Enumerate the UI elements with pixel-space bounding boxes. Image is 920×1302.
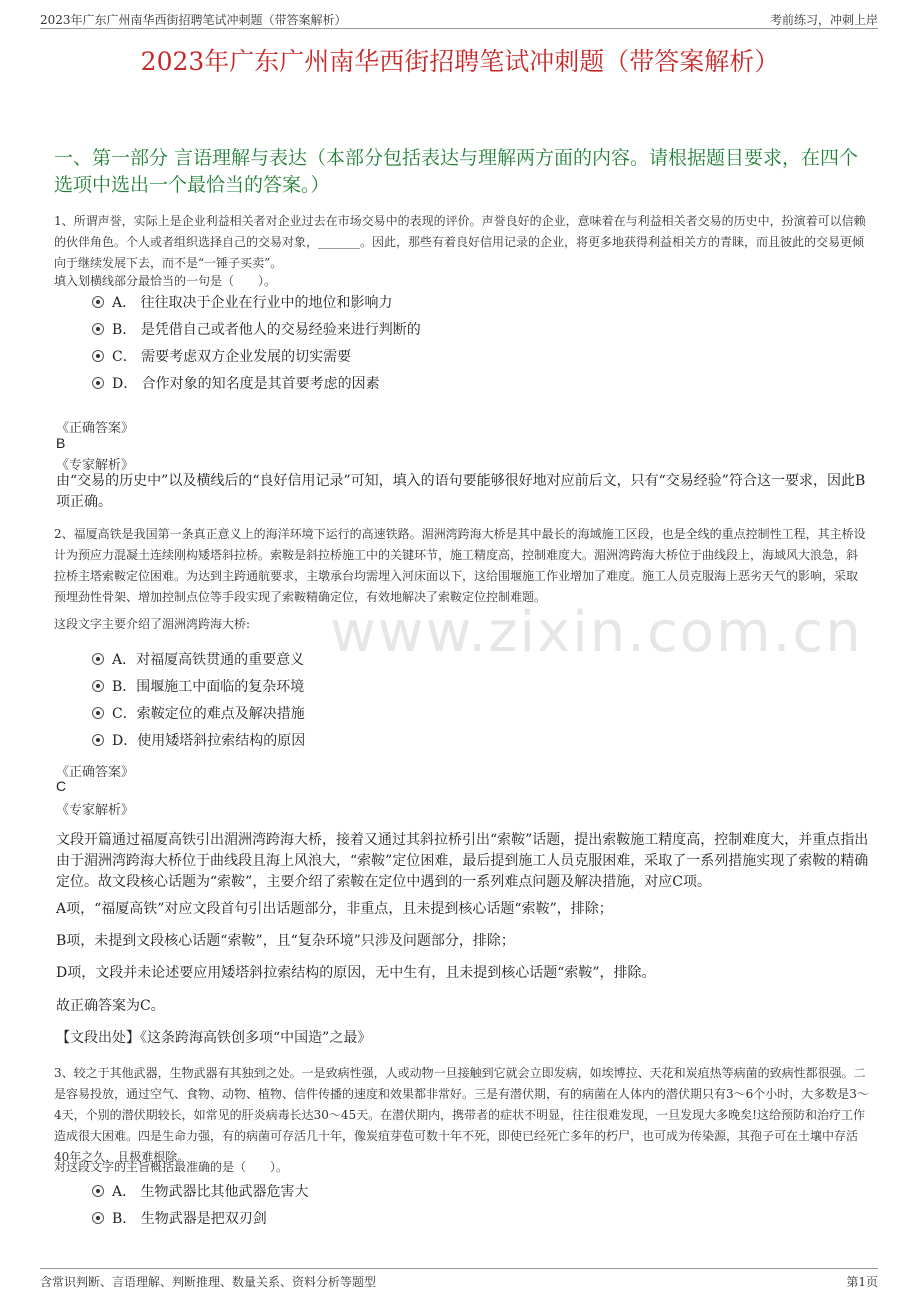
q2-analysis-d: D项，文段并未论述要应用矮塔斜拉索结构的原因，无中生有，且未提到核心话题“索鞍”，排除。: [56, 965, 656, 981]
radio-icon[interactable]: [92, 323, 104, 335]
watermark: www.zixin.com.cn: [330, 600, 863, 665]
header-right: 考前练习，冲刺上岸: [769, 13, 878, 27]
page-title: 2023年广东广州南华西街招聘笔试冲刺题（带答案解析）: [140, 47, 780, 76]
q3-prompt: 对这段文字的主旨概括最准确的是（ ）。: [54, 1160, 289, 1174]
radio-icon[interactable]: [92, 296, 104, 308]
radio-icon[interactable]: [92, 734, 104, 746]
footer-left: 含常识判断、言语理解、判断推理、数量关系、资料分析等题型: [40, 1275, 377, 1289]
q1-answer: B: [56, 435, 66, 451]
q1-option-b[interactable]: B． 是凭借自己或者他人的交易经验来进行判断的: [92, 319, 421, 341]
q1-analysis-label: 《专家解析》: [56, 458, 135, 473]
q2-prompt: 这段文字主要介绍了湄洲湾跨海大桥:: [54, 617, 251, 631]
page-header: [40, 8, 878, 29]
radio-icon[interactable]: [92, 1185, 104, 1197]
header-left: 2023年广东广州南华西街招聘笔试冲刺题（带答案解析）: [40, 13, 347, 27]
q1-option-c[interactable]: C． 需要考虑双方企业发展的切实需要: [92, 346, 351, 368]
q2-analysis-b: B项，未提到文段核心话题“索鞍”，且“复杂环境”只涉及问题部分，排除；: [56, 933, 515, 949]
q2-option-b[interactable]: B．围堰施工中面临的复杂环境: [92, 676, 304, 698]
page-footer: [40, 1268, 878, 1291]
radio-icon[interactable]: [92, 653, 104, 665]
q2-analysis-a: A项，“福厦高铁”对应文段首句引出话题部分，非重点，且未提到核心话题“索鞍”，排除；: [56, 901, 613, 917]
q2-answer-label: 《正确答案》: [56, 765, 135, 780]
page-number: 第1页: [846, 1275, 878, 1289]
q1-option-a[interactable]: A． 往往取决于企业在行业中的地位和影响力: [92, 292, 393, 314]
radio-icon[interactable]: [92, 377, 104, 389]
q2-option-a[interactable]: A．对福厦高铁贯通的重要意义: [92, 649, 304, 671]
q2-option-c[interactable]: C．索鞍定位的难点及解决措施: [92, 703, 305, 725]
q2-analysis-main: 文段开篇通过福厦高铁引出湄洲湾跨海大桥，接着又通过其斜拉桥引出“索鞍”话题，提出索鞍施工精度高，控制难度大，并重点指出由于湄洲湾跨海大桥位于曲线段且海上风浪大，“索鞍”定位困难，最后提到施工人员克服困难，采取了一系列措施实现了索鞍的精确定位。故文段核心话题为“索鞍”，主要介绍了索鞍在定位中遇到的一系列难点问题及解决措施，对应C项。: [56, 832, 869, 890]
q3-option-b[interactable]: B． 生物武器是把双刃剑: [92, 1208, 267, 1230]
q2-analysis-label: 《专家解析》: [56, 803, 135, 818]
q2-source: 【文段出处】《这条跨海高铁创多项“中国造”之最》: [56, 1030, 372, 1046]
radio-icon[interactable]: [92, 1212, 104, 1224]
radio-icon[interactable]: [92, 707, 104, 719]
q1-analysis: 由“交易的历史中”以及横线后的“良好信用记录”可知，填入的语句要能够很好地对应前后文，只有“交易经验”符合这一要求，因此B项正确。: [56, 473, 866, 510]
section-heading: 一、第一部分 言语理解与表达（本部分包括表达与理解两方面的内容。请根据题目要求，在四个选项中选出一个最恰当的答案。）: [54, 147, 859, 196]
q1-stem: 1、所谓声誉，实际上是企业利益相关者对企业过去在市场交易中的表现的评价。声誉良好的企业，意味着在与利益相关者交易的历史中，扮演着可以信赖的伙伴角色。个人或者组织选择自己的交易对象，_______。因此，那些有着良好信用记录的企业，将更多地获得利益相关方的青睐，而且彼此的交易更倾向于继续发展下去，而不是“一锤子买卖”。: [54, 214, 866, 270]
q1-answer-label: 《正确答案》: [56, 421, 135, 436]
q1-prompt: 填入划横线部分最恰当的一句是（ ）。: [54, 274, 277, 288]
radio-icon[interactable]: [92, 680, 104, 692]
q3-option-a[interactable]: A． 生物武器比其他武器危害大: [92, 1181, 309, 1203]
q2-option-d[interactable]: D．使用矮塔斜拉索结构的原因: [92, 730, 305, 752]
q2-analysis-conclusion: 故正确答案为C。: [56, 998, 165, 1014]
radio-icon[interactable]: [92, 350, 104, 362]
q2-answer: C: [56, 778, 67, 794]
q1-option-d[interactable]: D． 合作对象的知名度是其首要考虑的因素: [92, 373, 380, 395]
q2-stem: 2、福厦高铁是我国第一条真正意义上的海洋环境下运行的高速铁路。湄洲湾跨海大桥是其中最长的海域施工区段，也是全线的重点控制性工程，其主桥设计为预应力混凝土连续刚构矮塔斜拉桥。索鞍是斜拉桥施工中的关键环节，施工精度高，控制难度大。湄洲湾跨海大桥位于曲线段上，海域风大浪急，斜拉桥主塔索鞍定位困难。为达到主跨通航要求，主墩承台均需埋入河床面以下，这给围堰施工作业增加了难度。施工人员克服海上恶劣天气的影响，采取预埋劲性骨架、增加控制点位等手段实现了索鞍精确定位，有效地解决了索鞍定位控制难题。: [54, 527, 866, 604]
q3-stem: 3、较之于其他武器，生物武器有其独到之处。一是致病性强，人或动物一旦接触到它就会立即发病，如埃博拉、天花和炭疽热等病菌的致病性都很强。二是容易投放，通过空气、食物、动物、植物、信件传播的速度和效果都非常好。三是有潜伏期，有的病菌在人体内的潜伏期只有3～6个小时，大多数是3～4天，个别的潜伏期较长，如常见的肝炎病毒长达30～45天。在潜伏期内，携带者的症状不明显，往往很难发现，一旦发现大多晚矣!这给预防和治疗工作造成很大困难。四是生命力强，有的病菌可存活几十年，像炭疽芽苞可数十年不死，即使已经死亡多年的朽尸，也可成为传染源，其孢子可在土壤中存活40年之久，且极难根除。: [54, 1066, 869, 1164]
